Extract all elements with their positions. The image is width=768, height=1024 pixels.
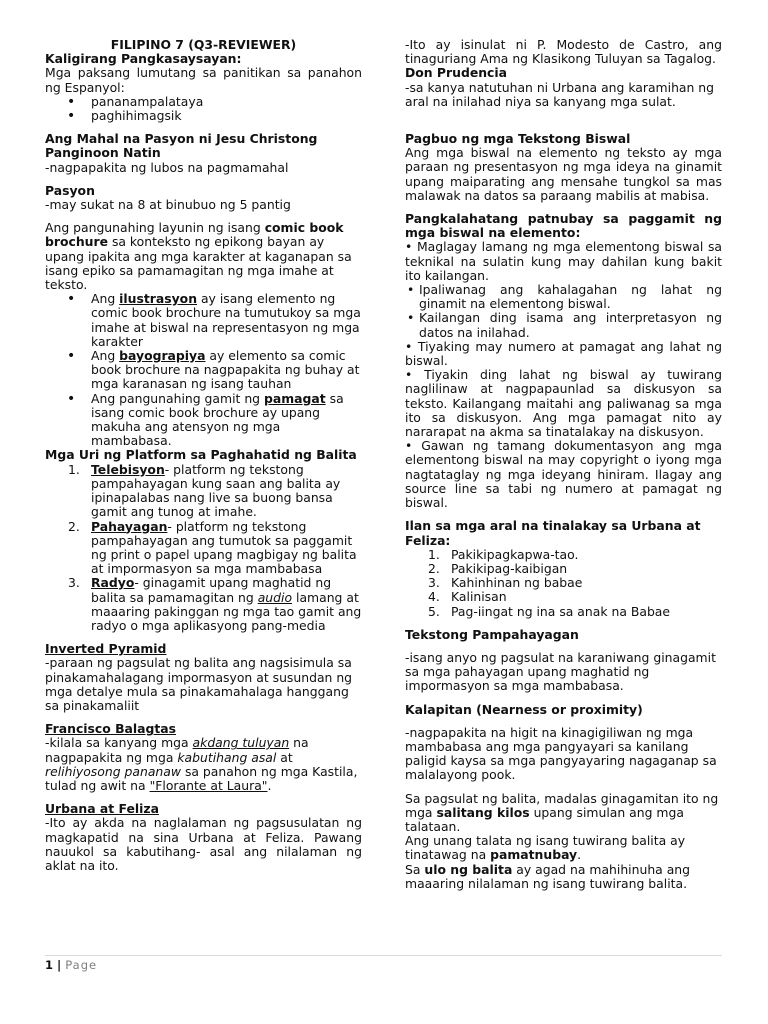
heading-tekstong-biswal: Pagbuo ng mga Tekstong Biswal — [405, 131, 631, 147]
list-item: 1. Telebisyon- platform ng tekstong pampahayagan kung saan ang balita ay ipinapalabas nang live sa buong bansa gamit ang tunog at imahe. — [68, 461, 341, 520]
list-item: • Gawan ng tamang dokumentasyon ang mga elementong biswal na may copyright o iyong mga nagtataglay ng mga ideyang hiniram. Ilagay ang source line sa tabi ng numero at pamagat ng biswal. — [405, 438, 723, 511]
footer-divider — [45, 955, 722, 956]
list-item: 2. Pahayagan- platform ng tekstong pampahayagan ang tumutok sa paggamit ng print o papel upang magbigay ng balita at impormasyon sa mga mambabasa — [68, 518, 357, 577]
list-platform — [45, 463, 362, 633]
page-label: Page — [65, 958, 98, 972]
heading-balagtas: Francisco Balagtas — [45, 721, 177, 737]
list-item: 3. Radyo- ginagamit upang maghatid ng balita sa pamamagitan ng audio lamang at maaaring pakinggan ng mga tao gamit ang radyo o mga aplikasyong pang-media — [68, 575, 362, 633]
paragraph-tekstong-pampahayagan: -isang anyo ng pagsulat na karaniwang ginagamit sa mga pahayagan upang maghatid ng impormasyon sa mga mambabasa. — [405, 649, 716, 694]
list-item: • Ang bayograpiya ay elemento sa comic book brochure na nagpapakita ng buhay at mga karanasan ng isang tauhan — [91, 349, 362, 392]
heading-platform: Mga Uri ng Platform sa Paghahatid ng Balita — [45, 447, 357, 463]
paragraph-don-prudencia: -sa kanya natutuhan ni Urbana ang karamihan ng aral na inilahad niya sa kanyang mga sulat. — [405, 79, 715, 109]
paragraph-pamatnubay: Ang unang talata ng isang tuwirang balita ay tinatawag na pamatnubay. — [405, 833, 686, 863]
list-item: • pananampalataya — [91, 95, 362, 109]
paragraph-comic-brochure: Ang pangunahing layunin ng isang comic book brochure sa konteksto ng epikong bayan ay upang ipakita ang mga karakter at kaganapan sa isang epiko sa pamamagitan ng mga imahe at teksto. — [45, 220, 352, 293]
list-item: • Ipaliwanag ang kahalagahan ng lahat ng ginamit na elementong biswal. — [407, 282, 722, 312]
list-item: • Kailangan ding isama ang interpretasyon ng datos na inilahad. — [407, 310, 722, 340]
list-item: 1. Pakikipagkapwa-tao. — [428, 546, 579, 562]
heading-pasyon-mahal: Ang Mahal na Pasyon ni Jesu Christong Panginoon Natin — [45, 131, 318, 161]
list-item: 3. Kahinhinan ng babae — [428, 575, 583, 591]
right-column — [405, 38, 722, 891]
list-patnubay — [405, 240, 722, 510]
heading-aral: Ilan sa mga aral na tinalakay sa Urbana at Feliza: — [405, 518, 701, 548]
list-item: • paghihimagsik — [91, 109, 362, 123]
heading-patnubay: Pangkalahatang patnubay sa paggamit ng mga biswal na elemento: — [405, 211, 722, 241]
list-item: 2. Pakikipag-kaibigan — [428, 560, 568, 576]
heading-tekstong-pampahayagan: Tekstong Pampahayagan — [405, 626, 579, 642]
paragraph-urbana: -Ito ay akda na naglalaman ng pagsusulatan ng magkapatid na sina Urbana at Feliza. Pawang nauukol sa kabutihang- asal ang nilalaman ng aklat na ito. — [45, 815, 362, 873]
page-number: 1 — [45, 958, 54, 972]
paragraph-urbana-author: -Ito ay isinulat ni P. Modesto de Castro, ang tinaguriang Ama ng Klasikong Tuluyan sa Tagalog. — [405, 37, 722, 67]
list-item: • Maglagay lamang ng mga elementong biswal sa teknikal na sulatin kung may dahilan kung bakit ito kailangan. — [405, 239, 722, 283]
paragraph-tekstong-biswal: Ang mga biswal na elemento ng teksto ay mga paraan ng presentasyon ng mga ideya na ginamit upang maiparating ang mensahe tungkol sa mas malawak na datos sa paraang mabilis at mabisa. — [405, 145, 722, 203]
list-aral — [405, 548, 722, 619]
list-item: 5. Pag-iingat ng ina sa anak na Babae — [428, 603, 671, 619]
footer-separator: | — [53, 958, 66, 972]
page-footer — [45, 958, 97, 972]
heading-kalapitan: Kalapitan (Nearness or proximity) — [405, 701, 643, 717]
list-item: • Ang pangunahing gamit ng pamagat sa isang comic book brochure ay upang makuha ang atensyon ng mga mambabasa. — [91, 392, 362, 449]
paragraph-inverted-pyramid: -paraan ng pagsulat ng balita ang nagsisimula sa pinakamahalagang impormasyon at susundan ng mga detalye mula sa pinakamahalaga hanggang sa pinakamaliit — [45, 655, 353, 713]
paragraph-salitang-kilos: Sa pagsulat ng balita, madalas ginagamitan ito ng mga salitang kilos upang simulan ang mga talataan. — [405, 790, 719, 834]
list-item: 4. Kalinisan — [428, 589, 507, 605]
list-item: • Ang ilustrasyon ay isang elemento ng comic book brochure na tumutukoy sa mga imahe at biswal na representasyon ng mga karakter — [91, 292, 362, 349]
heading-don-prudencia: Don Prudencia — [405, 65, 507, 81]
list-kaligirang — [45, 95, 362, 123]
paragraph-balagtas: -kilala sa kanyang mga akdang tuluyan na nagpapakita ng mga kabutihang asal at relihiyosong pananaw sa panahon ng mga Kastila, tulad ng awit na "Florante at Laura". — [45, 735, 358, 793]
paragraph-kalapitan: -nagpapakita na higit na kinagigiliwan ng mga mambabasa ang mga pangyayari sa kanilang paligid kaysa sa mga pangyayaring nagaganap sa malalayong pook. — [405, 724, 717, 783]
paragraph-kaligirang: Mga paksang lumutang sa panitikan sa panahon ng Espanyol: — [45, 65, 362, 95]
left-column — [45, 38, 362, 873]
heading-inverted-pyramid: Inverted Pyramid — [45, 641, 167, 657]
paragraph-pasyon: -may sukat na 8 at binubuo ng 5 pantig — [45, 197, 291, 213]
list-item: • Tiyakin ding lahat ng biswal ay tuwirang naglilinaw at nagpapaunlad sa diskusyon sa teksto. Kailangang maitahi ang paliwanag sa mga ito sa diskusyon. Ang mga pamagat nito ay nararapat na akma sa tinatalakay na diskusyon. — [405, 367, 722, 440]
heading-pasyon: Pasyon — [45, 182, 95, 198]
paragraph-pasyon-mahal: -nagpapakita ng lubos na pagmamahal — [45, 159, 289, 175]
list-comic-elements — [45, 292, 362, 448]
heading-kaligirang: Kaligirang Pangkasaysayan: — [45, 51, 242, 67]
document-title: FILIPINO 7 (Q3-REVIEWER) — [110, 37, 297, 52]
list-item: • Tiyaking may numero at pamagat ang lahat ng biswal. — [405, 338, 722, 369]
paragraph-ulo-ng-balita: Sa ulo ng balita ay agad na mahihinuha ang maaaring nilalaman ng isang tuwirang balita. — [405, 861, 691, 891]
heading-urbana: Urbana at Feliza — [45, 801, 159, 817]
